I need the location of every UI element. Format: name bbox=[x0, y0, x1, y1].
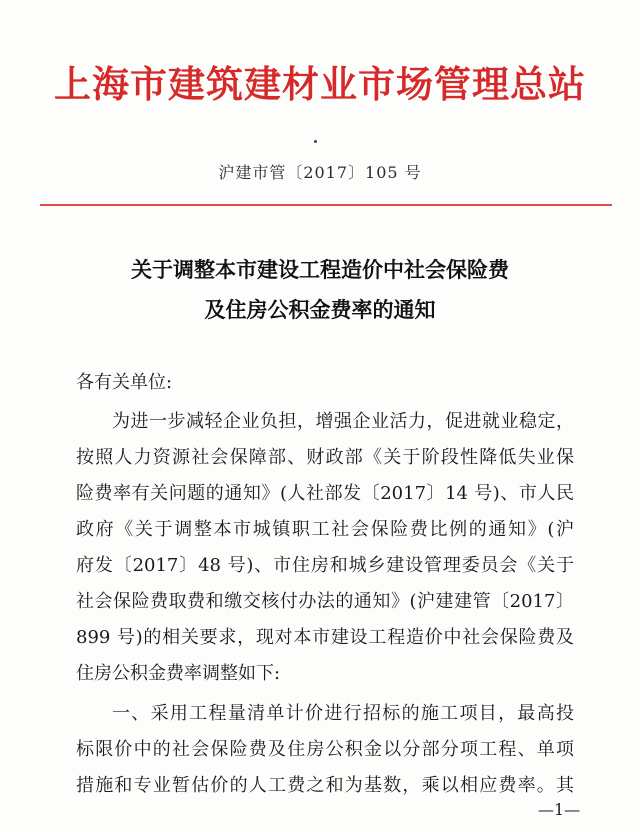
salutation: 各有关单位: bbox=[76, 372, 173, 393]
document-title-line-2: 及住房公积金费率的通知 bbox=[204, 298, 436, 322]
document-title-line-1: 关于调整本市建设工程造价中社会保险费 bbox=[131, 258, 509, 282]
body-line: 住房公积金费率调整如下: bbox=[76, 663, 281, 684]
body-line: 为进一步减轻企业负担，增强企业活力，促进就业稳定， bbox=[112, 411, 574, 432]
issuer-masthead: 上海市建筑建材业市场管理总站 bbox=[54, 62, 586, 106]
document-number: 沪建市管〔2017〕105 号 bbox=[218, 163, 422, 182]
body-line: 政府《关于调整本市城镇职工社会保险费比例的通知》(沪 bbox=[76, 519, 574, 540]
body-line: 一、采用工程量清单计价进行招标的施工项目，最高投 bbox=[112, 703, 574, 724]
body-line: 按照人力资源社会保障部、财政部《关于阶段性降低失业保 bbox=[76, 447, 574, 468]
body-line: 府发〔2017〕48 号)、市住房和城乡建设管理委员会《关于 bbox=[76, 555, 574, 576]
body-line: 标限价中的社会保险费及住房公积金以分部分项工程、单项 bbox=[76, 739, 574, 760]
page-number: —1— bbox=[538, 800, 581, 819]
body-line: 险费率有关问题的通知》(人社部发〔2017〕14 号)、市人民 bbox=[76, 483, 574, 504]
body-line: 899 号)的相关要求，现对本市建设工程造价中社会保险费及 bbox=[76, 627, 574, 648]
body-line: 措施和专业暂估价的人工费之和为基数，乘以相应费率。其 bbox=[76, 775, 574, 796]
punch-dot bbox=[314, 140, 317, 143]
red-divider-line bbox=[40, 204, 612, 206]
body-line: 社会保险费取费和缴交核付办法的通知》(沪建建管〔2017〕 bbox=[76, 591, 574, 612]
